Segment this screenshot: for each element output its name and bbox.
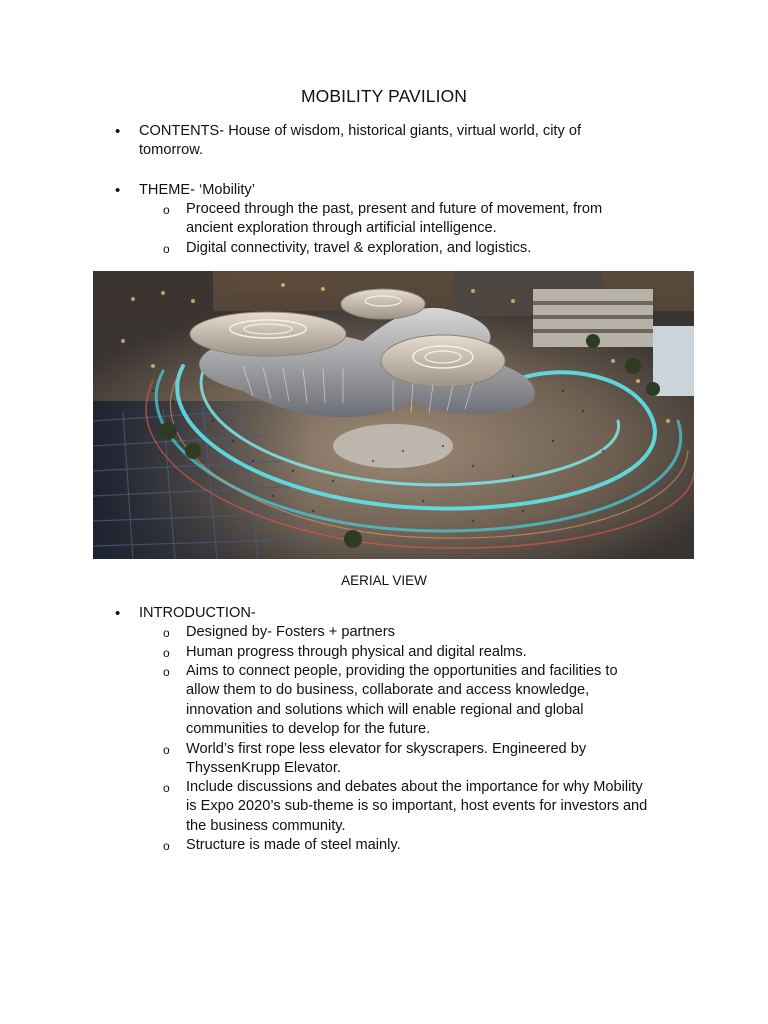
sub-bullet-icon: o (163, 742, 170, 757)
contents-label: CONTENTS- (139, 123, 225, 139)
introduction-item-line: World’s first rope less elevator for skyscrapers. Engineered by (186, 740, 587, 757)
sub-bullet-icon: o (163, 203, 170, 217)
sub-bullet-icon: o (163, 665, 170, 679)
introduction-sub-item (163, 778, 686, 836)
bullet-icon: • (115, 182, 121, 199)
contents-text-continued: tomorrow. (139, 142, 204, 159)
sub-bullet-icon: o (163, 781, 170, 795)
introduction-item-line: ThyssenKrupp Elevator. (186, 759, 341, 776)
introduction-item-line: is Expo 2020’s sub-theme is so important, host events for investors and (186, 798, 648, 815)
introduction-item-line: innovation and solutions which will enable regional and global (186, 701, 584, 718)
introduction-sub-item (163, 836, 686, 855)
sub-bullet-icon: o (163, 626, 170, 640)
theme-label: THEME- (139, 182, 195, 198)
bullet-icon: • (115, 605, 121, 622)
page-title: MOBILITY PAVILION (300, 86, 468, 106)
contents-text: House of wisdom, historical giants, virtual world, city of (224, 123, 582, 139)
introduction-item-line: communities to develop for the future. (186, 721, 431, 738)
theme-bullet-item (115, 181, 699, 200)
bullet-icon: • (115, 123, 121, 140)
sub-bullet-icon: o (163, 839, 170, 853)
theme-item-line: Proceed through the past, present and future of movement, from (186, 201, 603, 217)
sub-bullet-icon: o (163, 242, 170, 256)
introduction-label: INTRODUCTION- (139, 605, 256, 621)
introduction-item-line: Designed by- Fosters + partners (186, 624, 395, 640)
introduction-sub-item (163, 623, 686, 642)
theme-item-line: ancient exploration through artificial intelligence. (186, 220, 497, 237)
theme-text: ‘Mobility’ (194, 182, 255, 198)
contents-bullet-item (115, 122, 699, 161)
introduction-item-line: the business community. (186, 817, 346, 834)
introduction-sub-item (163, 643, 686, 662)
introduction-sub-item (163, 662, 686, 740)
theme-item-line: Digital connectivity, travel & exploration, and logistics. (186, 240, 532, 256)
aerial-view-image (93, 271, 694, 559)
sub-bullet-icon: o (163, 645, 170, 660)
introduction-item-line: Include discussions and debates about the importance for why Mobility (186, 779, 643, 795)
introduction-bullet-item (115, 604, 699, 623)
theme-sub-item (163, 200, 686, 239)
introduction-item-line: allow them to do business, collaborate and access knowledge, (186, 682, 590, 699)
aerial-view-illustration (93, 271, 694, 559)
theme-sub-item (163, 239, 686, 258)
introduction-item-line: Human progress through physical and digital realms. (186, 643, 527, 660)
introduction-item-line: Aims to connect people, providing the opportunities and facilities to (186, 663, 618, 679)
image-caption: AERIAL VIEW (341, 573, 427, 588)
introduction-item-line: Structure is made of steel mainly. (186, 837, 401, 853)
introduction-sub-item (163, 740, 686, 779)
